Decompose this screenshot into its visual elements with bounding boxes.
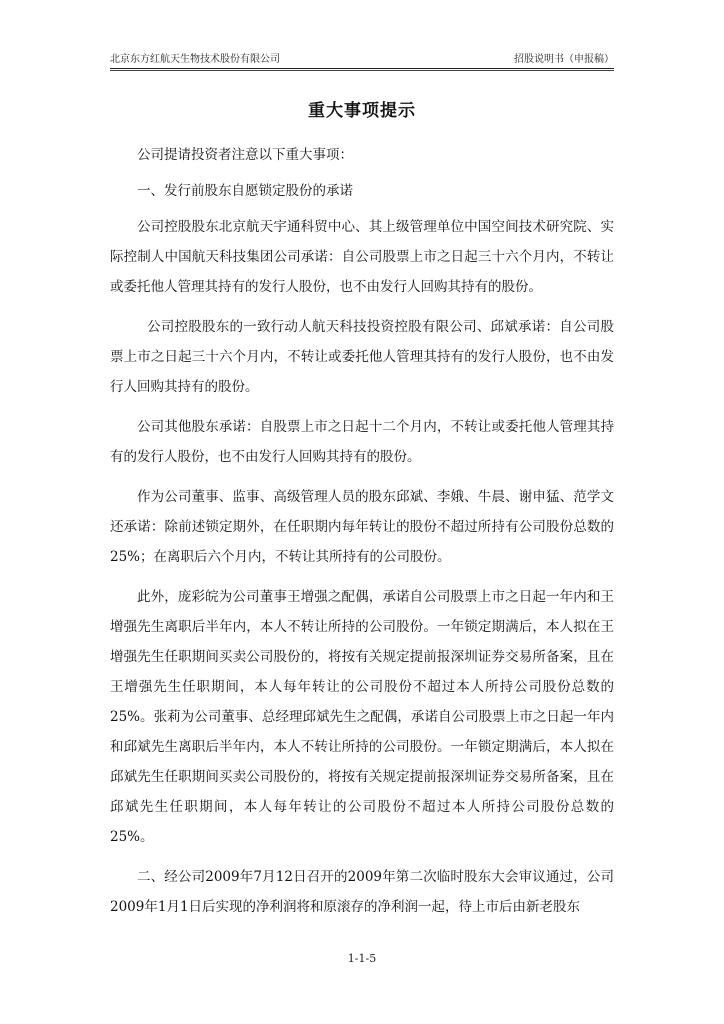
header-company: 北京东方红航天生物技术股份有限公司 — [110, 54, 280, 65]
document-body — [110, 140, 614, 932]
paragraph-profit-distribution: 二、经公司2009年7月12日召开的2009年第二次临时股东大会审议通过，公司2009年1月1日后实现的净利润将和原滚存的净利润一起，待上市后由新老股东 — [110, 869, 614, 915]
paragraph-concerted-party: 公司控股股东的一致行动人航天科技投资控股有限公司、邱斌承诺：自公司股票上市之日起三十六个月内，不转让或委托他人管理其持有的发行人股份，也不由发行人回购其持有的股份。 — [110, 319, 614, 395]
header-document-title: 招股说明书（申报稿） — [514, 54, 614, 65]
paragraph-directors: 作为公司董事、监事、高级管理人员的股东邱斌、李娥、牛晨、谢申猛、范学文还承诺：除前述锁定期外，在任职期内每年转让的股份不超过所持有公司股份总数的25%；在离职后六个月内，不转让其所持有的公司股份。 — [110, 489, 614, 565]
page-title: 重大事项提示 — [308, 101, 416, 121]
paragraph-controlling-shareholder: 公司控股股东北京航天宇通科贸中心、其上级管理单位中国空间技术研究院、实际控制人中国航天科技集团公司承诺：自公司股票上市之日起三十六个月内，不转让或委托他人管理其持有的发行人股份，也不由发行人回购其持有的股份。 — [110, 219, 614, 295]
paragraph-other-shareholders: 公司其他股东承诺：自股票上市之日起十二个月内，不转让或委托他人管理其持有的发行人股份，也不由发行人回购其持有的股份。 — [110, 419, 614, 465]
page-number: 1-1-5 — [347, 952, 377, 965]
section-heading-lockup: 一、发行前股东自愿锁定股份的承诺 — [137, 183, 353, 199]
paragraph-spouses: 此外，庞彩皖为公司董事王增强之配偶，承诺自公司股票上市之日起一年内和王增强先生离职后半年内，本人不转让所持的公司股份。一年锁定期满后，本人拟在王增强先生任职期间买卖公司股份的，将按有关规定提前报深圳证券交易所备案，且在王增强先生任职期间，本人每年转让的公司股份不超过本人所持公司股份总数的 25%。张莉为公司董事、总经理邱斌先生之配偶，承诺自公司股票上市之日起一年内和邱斌先生离职后半年内，本人不转让所持的公司股份。一年锁定期满后，本人拟在邱斌先生任职期间买卖公司股份的，将按有关规定提前报深圳证券交易所备案，且在邱斌先生任职期间，本人每年转让的公司股份不超过本人所持公司股份总数的 25%。 — [110, 589, 614, 845]
page-header — [110, 50, 614, 69]
intro-paragraph: 公司提请投资者注意以下重大事项： — [137, 147, 353, 163]
